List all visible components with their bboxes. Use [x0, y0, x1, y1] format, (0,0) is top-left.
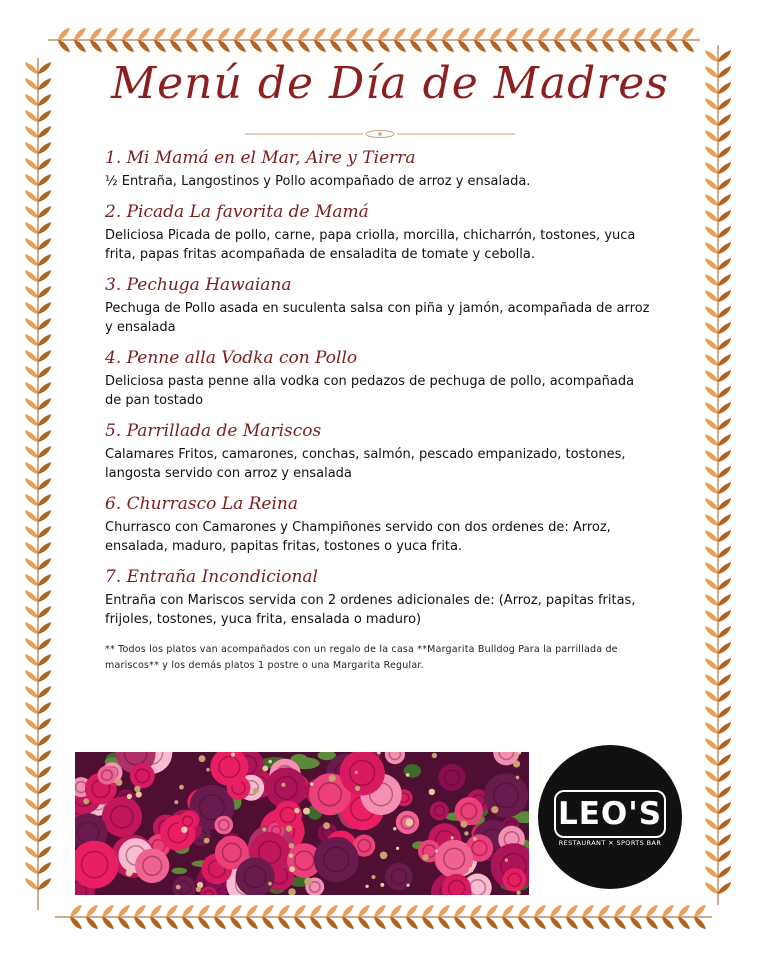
leos-logo [538, 745, 682, 889]
menu-item-description: Churrasco con Camarones y Champiñones servido con dos ordenes de: Arroz, ensalada, maduro, papitas fritas, tostones o yuca frita. [105, 520, 611, 554]
flowers-image [75, 752, 529, 895]
menu-items [105, 146, 653, 638]
menu-item-name: 7. Entraña Incondicional [105, 567, 318, 587]
menu-item-name: 4. Penne alla Vodka con Pollo [105, 348, 358, 368]
menu-item [105, 492, 653, 556]
logo-tagline: RESTAURANT ✕ SPORTS BAR [558, 839, 662, 847]
menu-item-name: 3. Pechuga Hawaiana [105, 275, 292, 295]
menu-item [105, 273, 653, 337]
menu-item-description: Deliciosa Picada de pollo, carne, papa criolla, morcilla, chicharrón, tostones, yuca frita, papas fritas acompañada de ensaladita de tomate y cebolla. [105, 228, 636, 262]
menu-item-description: ½ Entraña, Langostinos y Pollo acompañado de arroz y ensalada. [105, 174, 531, 189]
menu-item-description: Pechuga de Pollo asada en suculenta salsa con piña y jamón, acompañada de arroz y ensalada [105, 301, 650, 335]
footnote: ** Todos los platos van acompañados con un regalo de la casa **Margarita Bulldog Para la parrillada de mariscos** y los demás platos 1 postre o una Margarita Regular. [105, 644, 618, 671]
menu-item [105, 200, 653, 264]
menu-item [105, 346, 653, 410]
menu-item-description: Deliciosa pasta penne alla vodka con pedazos de pechuga de pollo, acompañada de pan tostado [105, 374, 635, 408]
menu-item-name: 2. Picada La favorita de Mamá [105, 202, 369, 222]
menu-item [105, 419, 653, 483]
menu-item-description: Calamares Fritos, camarones, conchas, salmón, pescado empanizado, tostones, langosta servido con arroz y ensalada [105, 447, 626, 481]
logo-wordmark: LEO'S [554, 790, 666, 838]
menu-item-name: 6. Churrasco La Reina [105, 494, 299, 514]
menu-item-description: Entraña con Mariscos servida con 2 ordenes adicionales de: (Arroz, papitas fritas, frijoles, tostones, yuca frita, ensalada o maduro) [105, 593, 636, 627]
menu-item-name: 1. Mi Mamá en el Mar, Aire y Tierra [105, 148, 416, 168]
page-title: Menú de Día de Madres [111, 58, 669, 109]
ornamental-divider-icon [245, 128, 515, 140]
menu-item [105, 565, 653, 629]
menu-item-name: 5. Parrillada de Mariscos [105, 421, 322, 441]
menu-item [105, 146, 653, 191]
